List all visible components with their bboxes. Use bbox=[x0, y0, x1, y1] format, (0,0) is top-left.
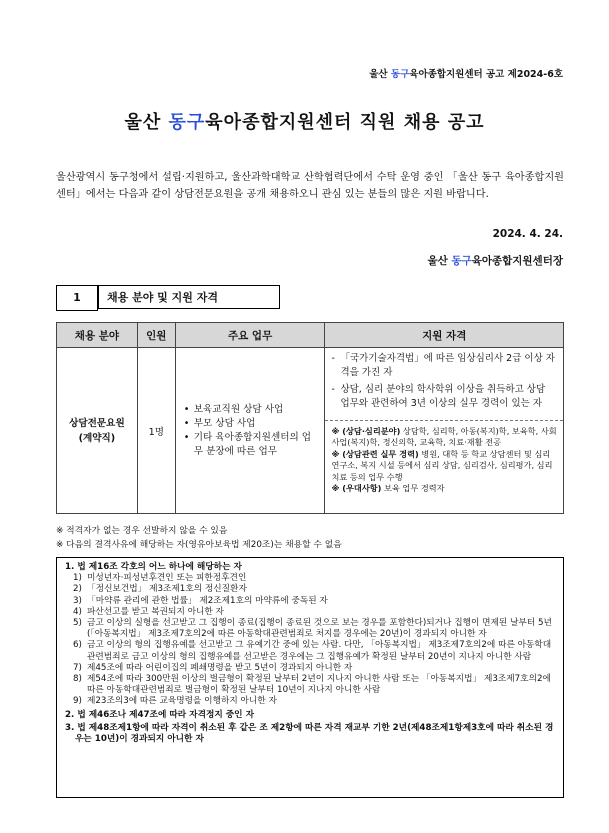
recruitment-table bbox=[56, 322, 564, 514]
table-header-row bbox=[57, 323, 564, 348]
note-line: ※ 다음의 결격사유에 해당하는 자(영유아보육법 제20조)는 채용할 수 없음 bbox=[56, 540, 342, 550]
disqualification-box bbox=[56, 557, 564, 798]
duty-item: • 부모 상담 사업 bbox=[184, 417, 319, 431]
header-field: 채용 분야 bbox=[57, 323, 138, 348]
list-item: 3) 「마약류 관리에 관한 법률」 제2조제1호의 마약류에 중독된 자 bbox=[73, 595, 328, 606]
note-fields: ※ (상담·심리분야) 상담학, 심리학, 아동(복지)학, 보육학, 사회사업(복지)학, 정신의학, 교육학, 치료·재활 전공 bbox=[331, 426, 557, 448]
field-name: 상담전문요원 bbox=[69, 417, 125, 429]
qualification-notes bbox=[325, 420, 563, 498]
issuer: 울산 동구육아종합지원센터장 bbox=[427, 255, 563, 267]
headcount-cell: 1명 bbox=[137, 348, 175, 514]
list-item: 6) 금고 이상의 형의 집행유예를 선고받고 그 유예기간 중에 있는 사람. 다만, 「아동복지법」 제3조제7호의2에 따른 아동학대관련범죄로 금고 이상의 형의 집행유예를 선고받은 경우에는 그 집행유예가 확정된 날부터 20년이 지나지 아니한 사람 bbox=[73, 640, 552, 662]
disq-heading-2: 2. 법 제46조나 제47조에 따라 자격정지 중인 자 bbox=[65, 709, 254, 720]
list-item: 2) 「정신보건법」 제3조제1호의 정신질환자 bbox=[73, 584, 247, 595]
list-item: 7) 제45조에 따라 어린이집의 폐쇄명령을 받고 5년이 경과되지 아니한 자 bbox=[73, 662, 353, 673]
notes bbox=[56, 524, 342, 552]
list-item: 8) 제54조에 따라 300만원 이상의 벌금형이 확정된 날부터 2년이 지나지 아니한 사람 또는 「아동복지법」 제3조제7호의2에 따른 아동학대관련범죄로 벌금형이 확정된 날부터 10년이 지나지 아니한 사람 bbox=[73, 674, 551, 696]
list-item: 9) 제23조의3에 따른 교육명령을 이행하지 아니한 자 bbox=[73, 696, 277, 707]
duties-cell bbox=[175, 348, 325, 514]
section-title: 채용 분야 및 지원 자격 bbox=[98, 285, 280, 309]
qualification-item: - 「국가기술자격법」에 따른 임상심리사 2급 이상 자격을 가진 자 bbox=[331, 352, 557, 379]
note-preference: ※ (우대사항) 보육 업무 경력자 bbox=[331, 483, 445, 494]
duty-item: • 기타 육아종합지원센터의 업무 분장에 따른 업무 bbox=[184, 431, 319, 459]
note-experience: ※ (상담관련 실무 경력) 병원, 대학 등 학교 상담센터 및 심리 연구소, 복지 시설 등에서 심리 상담, 심리검사, 심리평가, 심리치료 등의 업무 수행 bbox=[331, 448, 553, 482]
disq-heading-3: 3. 법 제48조제1항에 따라 자격이 취소된 후 같은 조 제2항에 따른 자격 재교부 기한 2년(제48조제1항제3호에 따라 취소된 경우는 10년)이 경과되지 아니한 자 bbox=[65, 722, 554, 745]
intro-paragraph: 울산광역시 동구청에서 설립·지원하고, 울산과학대학교 산학협력단에서 수탁 운영 중인 「울산 동구 육아종합지원센터」에서는 다음과 같이 상담전문요원을 공개 채용하오니 관심 있는 분들의 많은 지원 바랍니다. bbox=[56, 172, 564, 200]
section-number: 1 bbox=[56, 285, 98, 311]
header-headcount: 인원 bbox=[137, 323, 175, 348]
disq-heading-1: 1. 법 제16조 각호의 어느 하나에 해당하는 자 bbox=[65, 562, 242, 572]
table-row bbox=[57, 348, 564, 514]
note-line: ※ 적격자가 없는 경우 선발하지 않을 수 있음 bbox=[56, 526, 228, 536]
header-duties: 주요 업무 bbox=[175, 323, 325, 348]
duty-item: • 보육교직원 상담 사업 bbox=[184, 403, 319, 417]
qualifications-cell bbox=[325, 348, 564, 514]
page-title: 울산 동구육아종합지원센터 직원 채용 공고 bbox=[124, 112, 485, 133]
qualification-item: - 상담, 심리 분야의 학사학위 이상을 취득하고 상담 업무와 관련하여 3년 이상의 실무 경력이 있는 자 bbox=[331, 383, 557, 410]
announcement-date: 2024. 4. 24. bbox=[492, 228, 563, 240]
header-qualifications: 지원 자격 bbox=[325, 323, 564, 348]
list-item: 1) 미성년자·피성년후견인 또는 피한정후견인 bbox=[73, 573, 247, 584]
list-item: 5) 금고 이상의 실형을 선고받고 그 집행이 종료(집행이 종료된 것으로 보는 경우를 포함한다)되거나 집행이 면제된 날부터 5년(「아동복지법」 제3조제7호의2에 따른 아동학대관련범죄로 처지를 경우에는 20년)이 경과되지 아니한 자 bbox=[73, 618, 552, 640]
field-type: (계약직) bbox=[78, 432, 116, 444]
document-number: 울산 동구육아종합지원센터 공고 제2024-6호 bbox=[369, 69, 563, 80]
list-item: 4) 파산선고를 받고 복권되지 아니한 자 bbox=[73, 606, 224, 617]
field-cell bbox=[57, 348, 138, 514]
